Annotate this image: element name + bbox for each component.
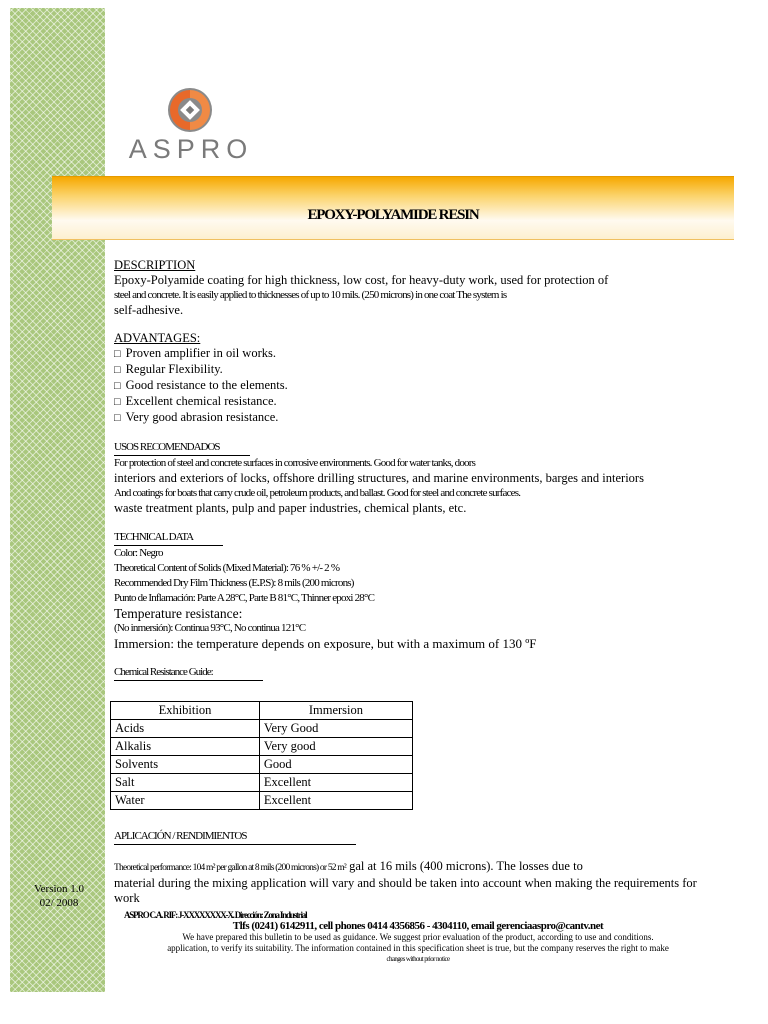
table-cell: Salt bbox=[111, 774, 260, 792]
title-banner bbox=[52, 176, 734, 240]
table-cell: Very good bbox=[259, 738, 412, 756]
column-header: Exhibition bbox=[111, 702, 260, 720]
immersion-line: Immersion: the temperature depends on exposure, but with a maximum of 130 ºF bbox=[114, 636, 537, 651]
document-body bbox=[114, 258, 714, 906]
application-line bbox=[114, 859, 714, 876]
table-row bbox=[111, 720, 413, 738]
footer-note: changes without prior notice bbox=[386, 955, 450, 963]
table-cell: Very Good bbox=[259, 720, 412, 738]
application-heading: APLICACIÓN / RENDIMIENTOS bbox=[114, 829, 356, 845]
column-header: Immersion bbox=[259, 702, 412, 720]
footer-note: application, to verify its suitability. The information contained in this specification sheet is true, but the company reserves the right to make bbox=[167, 943, 669, 953]
decorative-sidebar bbox=[10, 8, 105, 992]
table-cell: Good bbox=[259, 756, 412, 774]
version-info bbox=[16, 882, 102, 910]
temperature-line: (No inmersión): Continua 93°C, No continua 121°C bbox=[114, 622, 306, 634]
table-row bbox=[111, 756, 413, 774]
logo-text: ASPRO bbox=[128, 134, 254, 164]
advantage-item: □ Very good abrasion resistance. bbox=[114, 410, 714, 426]
technical-line: Recommended Dry Film Thickness (E.P.S): 8 mils (200 microns) bbox=[114, 577, 354, 589]
advantage-item: □ Good resistance to the elements. bbox=[114, 378, 714, 394]
technical-heading: TECHNICAL DATA bbox=[114, 530, 223, 546]
description-line: self-adhesive. bbox=[114, 303, 184, 317]
advantage-item: □ Regular Flexibility. bbox=[114, 362, 714, 378]
company-logo bbox=[116, 76, 266, 168]
chemical-resistance-table bbox=[110, 701, 413, 810]
technical-line: Theoretical Content of Solids (Mixed Material): 76 % +/- 2 % bbox=[114, 562, 340, 574]
table-cell: Excellent bbox=[259, 792, 412, 810]
version-label: Version 1.0 bbox=[33, 883, 85, 895]
table-cell: Solvents bbox=[111, 756, 260, 774]
version-date: 02/ 2008 bbox=[39, 897, 79, 909]
application-line-prefix: Theoretical performance: 104 m² per gallon at 8 mils (200 microns) or 52 m² bbox=[114, 863, 346, 873]
chemical-heading: Chemical Resistance Guide: bbox=[114, 665, 263, 681]
uses-line: waste treatment plants, pulp and paper industries, chemical plants, etc. bbox=[114, 501, 467, 515]
footer-note: We have prepared this bulletin to be used as guidance. We suggest prior evaluation of the product, according to use and conditions. bbox=[182, 932, 654, 942]
table-cell: Alkalis bbox=[111, 738, 260, 756]
technical-line: Punto de Inflamación: Parte A 28°C, Parte B 81°C, Thinner epoxi 28°C bbox=[114, 592, 375, 604]
product-title: EPOXY-POLYAMIDE RESIN bbox=[307, 207, 479, 223]
application-line: work bbox=[114, 891, 140, 905]
application-line-rest: gal at 16 mils (400 microns). The losses due to bbox=[345, 859, 583, 873]
footer-company: ASPRO C.A. RIF: J-XXXXXXXX-X. Dirección: Zona Industrial bbox=[124, 910, 307, 920]
table-cell: Acids bbox=[111, 720, 260, 738]
advantages-heading: ADVANTAGES: bbox=[114, 331, 201, 345]
table-row bbox=[111, 774, 413, 792]
description-line: Epoxy-Polyamide coating for high thickness, low cost, for heavy-duty work, used for protection of bbox=[114, 273, 609, 287]
application-line: material during the mixing application will vary and should be taken into account when making the requirements for bbox=[114, 876, 697, 890]
advantage-item: □ Proven amplifier in oil works. bbox=[114, 346, 714, 362]
temperature-heading: Temperature resistance: bbox=[114, 606, 243, 621]
uses-line: And coatings for boats that carry crude oil, petroleum products, and ballast. Good for steel and concrete surfaces. bbox=[114, 487, 521, 499]
table-cell: Excellent bbox=[259, 774, 412, 792]
table-row bbox=[111, 738, 413, 756]
description-heading: DESCRIPTION bbox=[114, 258, 196, 272]
advantage-item: □ Excellent chemical resistance. bbox=[114, 394, 714, 410]
uses-line: interiors and exteriors of locks, offshore drilling structures, and marine environments, barges and interiors bbox=[114, 471, 644, 485]
uses-heading: USOS RECOMENDADOS bbox=[114, 440, 250, 456]
table-row bbox=[111, 792, 413, 810]
uses-line: For protection of steel and concrete surfaces in corrosive environments. Good for water tanks, doors bbox=[114, 457, 476, 469]
table-header-row bbox=[111, 702, 413, 720]
table-cell: Water bbox=[111, 792, 260, 810]
page-footer bbox=[118, 910, 718, 965]
technical-line: Color: Negro bbox=[114, 547, 163, 559]
description-line: steel and concrete. It is easily applied to thicknesses of up to 10 mils. (250 microns) in one coat The system is bbox=[114, 289, 507, 301]
footer-phones: Tlfs (0241) 6142911, cell phones 0414 4356856 - 4304110, email gerenciaaspro@cantv.net bbox=[232, 920, 604, 932]
